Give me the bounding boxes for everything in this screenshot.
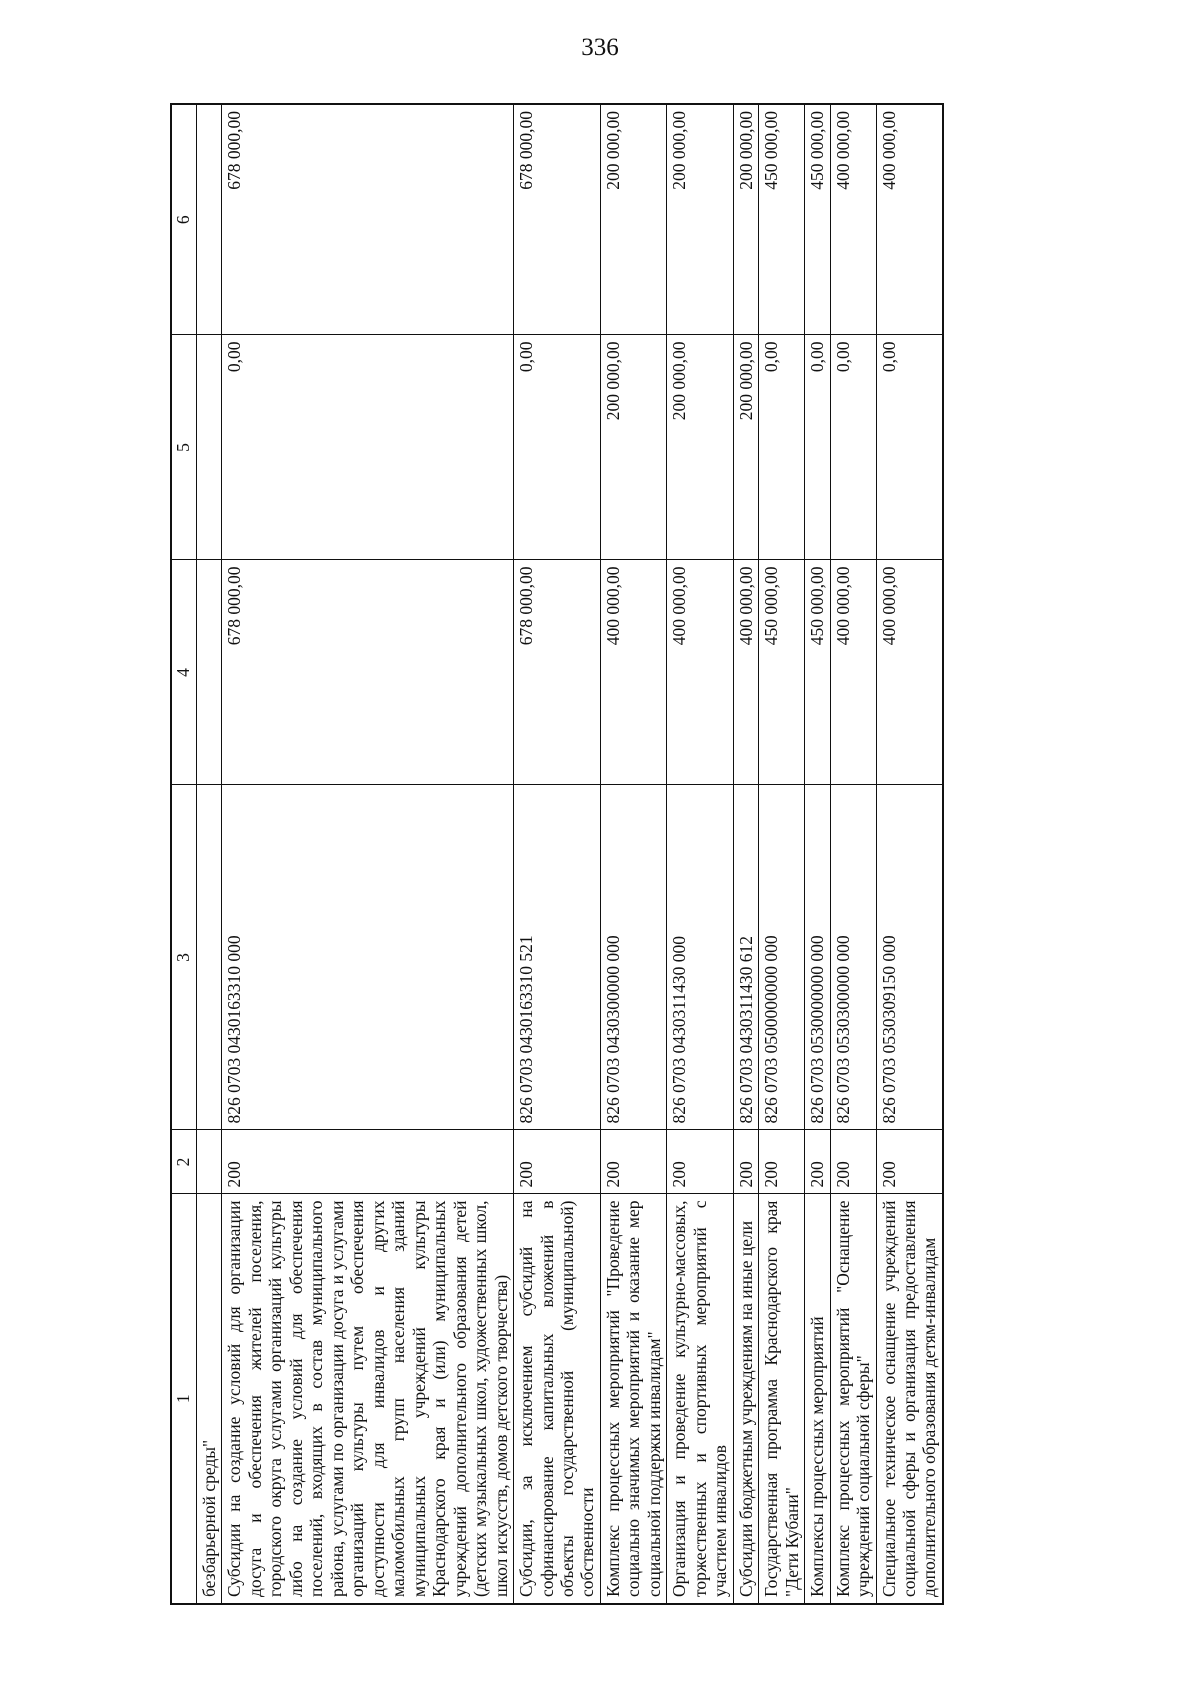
column-header: 2 (171, 1130, 197, 1194)
row-code: 200 (667, 1130, 733, 1194)
row-amount-total: 400 000,00 (876, 560, 943, 785)
row-description: Субсидии на создание условий для организации досуга и обеспечения жителей поселения, городского округа услугами организаций культуры либо на создание условий для обеспечения поселений, входящих в состав муниципального района, услугами по организации досуга и услугами организаций культуры путем обеспечения доступности для инвалидов и других маломобильных групп населения зданий муниципальных учреждений культуры Краснодарского края и (или) муниципальных учреждений дополнительного образования детей (детских музыкальных школ, художественных школ, школ искусств, домов детского творчества) (222, 1194, 514, 1604)
table-row (667, 104, 733, 1604)
row-classification: 826 0703 0430163310 000 (222, 785, 514, 1130)
row-amount-total: 678 000,00 (222, 560, 514, 785)
row-code: 200 (600, 1130, 666, 1194)
row-code: 200 (759, 1130, 805, 1194)
row-code (197, 1130, 222, 1194)
row-amount-total: 678 000,00 (514, 560, 601, 785)
row-amount-b: 200 000,00 (733, 104, 758, 335)
row-description: Комплексы процессных мероприятий (805, 1194, 830, 1604)
column-header: 1 (171, 1194, 197, 1604)
row-description: Комплекс процессных мероприятий "Проведение социально значимых мероприятий и оказание мер социальной поддержки инвалидам" (600, 1194, 666, 1604)
row-amount-total: 450 000,00 (805, 560, 830, 785)
row-amount-a: 0,00 (830, 335, 876, 560)
row-description: Специальное техническое оснащение учреждений социальной сферы и организация предоставления дополнительного образования детям-инвалидам (876, 1194, 943, 1604)
row-code: 200 (222, 1130, 514, 1194)
row-amount-a: 0,00 (222, 335, 514, 560)
table-row (876, 104, 943, 1604)
row-amount-b: 450 000,00 (759, 104, 805, 335)
row-amount-a: 200 000,00 (667, 335, 733, 560)
row-amount-total: 400 000,00 (667, 560, 733, 785)
row-description: Государственная программа Краснодарского края "Дети Кубани" (759, 1194, 805, 1604)
row-description: безбарьерной среды" (197, 1194, 222, 1604)
budget-table (170, 103, 944, 1605)
column-header: 6 (171, 104, 197, 335)
row-description: Субсидии, за исключением субсидий на софинансирование капитальных вложений в объекты государственной (муниципальной) собственности (514, 1194, 601, 1604)
row-amount-a: 0,00 (514, 335, 601, 560)
row-code: 200 (876, 1130, 943, 1194)
row-amount-a (197, 335, 222, 560)
row-amount-total (197, 560, 222, 785)
row-amount-b: 678 000,00 (222, 104, 514, 335)
row-classification: 826 0703 0430311430 000 (667, 785, 733, 1130)
row-amount-b (197, 104, 222, 335)
row-classification: 826 0703 0530309150 000 (876, 785, 943, 1130)
column-header: 5 (171, 335, 197, 560)
rotated-table-container (170, 105, 1070, 1605)
table-row (805, 104, 830, 1604)
table-row (514, 104, 601, 1604)
row-amount-b: 200 000,00 (667, 104, 733, 335)
row-amount-a: 200 000,00 (600, 335, 666, 560)
header-row (171, 104, 197, 1604)
row-amount-a: 0,00 (759, 335, 805, 560)
table-row (600, 104, 666, 1604)
table-row (830, 104, 876, 1604)
column-header: 3 (171, 785, 197, 1130)
row-code: 200 (805, 1130, 830, 1194)
row-classification: 826 0703 0530300000 000 (830, 785, 876, 1130)
row-amount-a: 0,00 (805, 335, 830, 560)
row-classification: 826 0703 0500000000 000 (759, 785, 805, 1130)
row-amount-total: 400 000,00 (733, 560, 758, 785)
row-amount-total: 400 000,00 (600, 560, 666, 785)
row-amount-b: 400 000,00 (876, 104, 943, 335)
row-code: 200 (830, 1130, 876, 1194)
row-classification: 826 0703 0530000000 000 (805, 785, 830, 1130)
row-amount-b: 200 000,00 (600, 104, 666, 335)
row-amount-a: 200 000,00 (733, 335, 758, 560)
table-row (197, 104, 222, 1604)
row-code: 200 (514, 1130, 601, 1194)
row-description: Организация и проведение культурно-массовых, торжественных и спортивных мероприятий с участием инвалидов (667, 1194, 733, 1604)
table-row (733, 104, 758, 1604)
row-classification: 826 0703 0430300000 000 (600, 785, 666, 1130)
table-row (222, 104, 514, 1604)
column-header: 4 (171, 560, 197, 785)
row-classification (197, 785, 222, 1130)
row-amount-b: 450 000,00 (805, 104, 830, 335)
row-code: 200 (733, 1130, 758, 1194)
row-amount-b: 400 000,00 (830, 104, 876, 335)
page-number: 336 (581, 34, 619, 61)
row-amount-b: 678 000,00 (514, 104, 601, 335)
row-description: Комплекс процессных мероприятий "Оснащение учреждений социальной сферы" (830, 1194, 876, 1604)
row-amount-total: 400 000,00 (830, 560, 876, 785)
row-amount-a: 0,00 (876, 335, 943, 560)
row-classification: 826 0703 0430163310 521 (514, 785, 601, 1130)
table-row (759, 104, 805, 1604)
row-amount-total: 450 000,00 (759, 560, 805, 785)
row-description: Субсидии бюджетным учреждениям на иные цели (733, 1194, 758, 1604)
row-classification: 826 0703 0430311430 612 (733, 785, 758, 1130)
